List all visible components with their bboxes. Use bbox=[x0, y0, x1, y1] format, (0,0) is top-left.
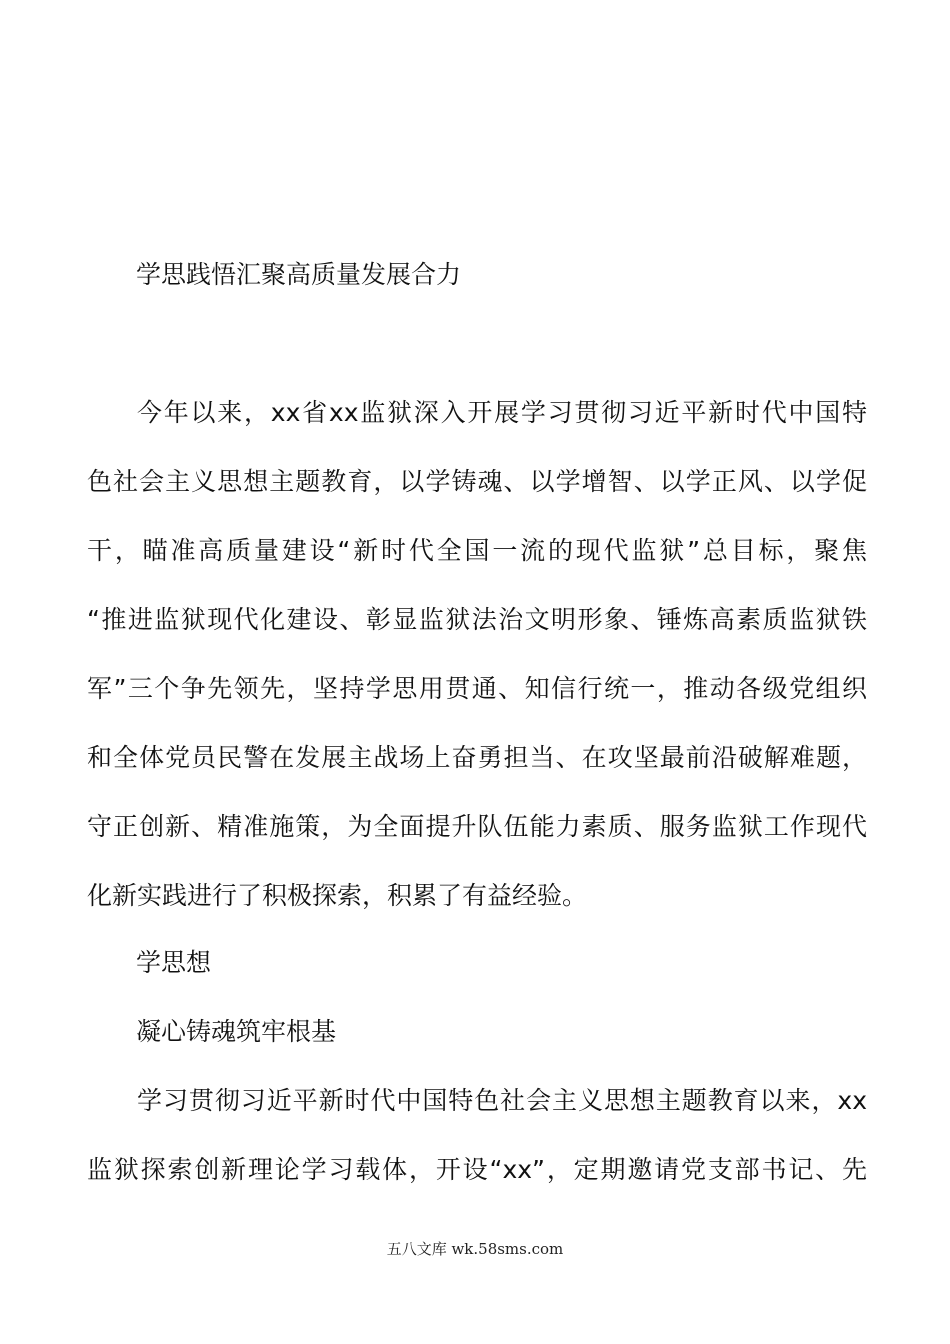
paragraph-line: 今年以来，xx省xx监狱深入开展学习贯彻习近平新时代中国特 bbox=[137, 398, 867, 427]
paragraph-intro bbox=[87, 378, 867, 930]
section-subheading: 凝心铸魂筑牢根基 bbox=[136, 1017, 337, 1046]
paragraph-line: 化新实践进行了积极探索，积累了有益经验。 bbox=[87, 881, 588, 910]
paragraph-line: 学习贯彻习近平新时代中国特色社会主义思想主题教育以来，xx bbox=[137, 1086, 867, 1115]
section-heading: 学思想 bbox=[136, 948, 212, 977]
paragraph-line: 军”三个争先领先，坚持学思用贯通、知信行统一，推动各级党组织 bbox=[87, 674, 867, 703]
document-title: 学思践悟汇聚高质量发展合力 bbox=[136, 260, 462, 289]
paragraph-body bbox=[87, 1066, 867, 1204]
paragraph-line: 和全体党员民警在发展主战场上奋勇担当、在攻坚最前沿破解难题， bbox=[87, 743, 867, 772]
paragraph-line: 干，瞄准高质量建设“新时代全国一流的现代监狱”总目标，聚焦 bbox=[87, 536, 867, 565]
paragraph-line: 色社会主义思想主题教育，以学铸魂、以学增智、以学正风、以学促 bbox=[87, 467, 867, 496]
paragraph-line: 监狱探索创新理论学习载体，开设“xx”，定期邀请党支部书记、先 bbox=[87, 1155, 867, 1184]
paragraph-line: “推进监狱现代化建设、彰显监狱法治文明形象、锤炼高素质监狱铁 bbox=[87, 605, 867, 634]
paragraph-line: 守正创新、精准施策，为全面提升队伍能力素质、服务监狱工作现代 bbox=[87, 812, 867, 841]
footer-watermark: 五八文库 wk.58sms.com bbox=[386, 1240, 564, 1258]
